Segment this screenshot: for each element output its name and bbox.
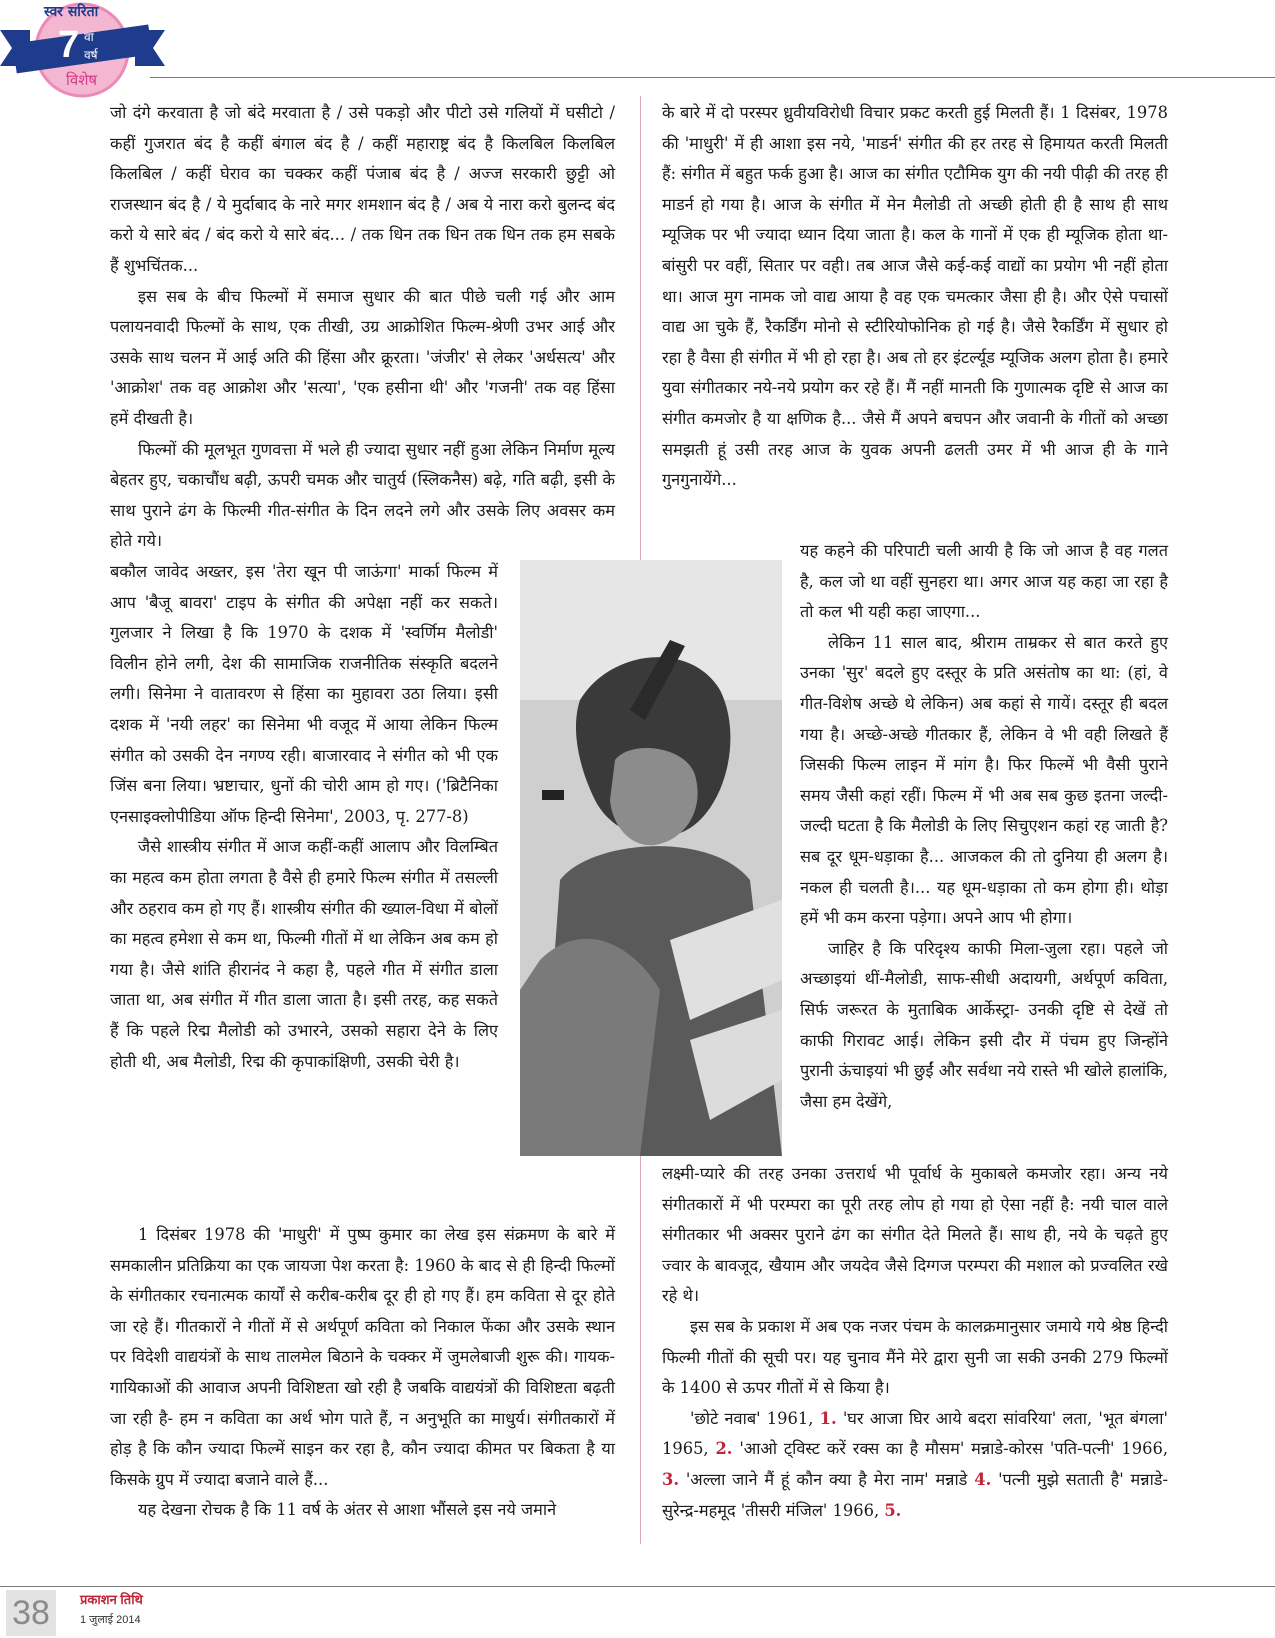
song-number: 4.	[974, 1469, 992, 1489]
paragraph-song-list-intro: इस सब के प्रकाश में अब एक नजर पंचम के कालक्रमानुसार जमाये गये श्रेष्ठ हिन्दी फिल्मी गीतों की सूची पर। यह चुनाव मैंने मेरे द्वारा सुनी जा सकी उनकी 279 फिल्मों के 1400 से ऊपर गीतों में से किया है।	[662, 1316, 1168, 1398]
anniversary-badge	[0, 0, 165, 100]
right-column-top	[662, 98, 1168, 496]
issue-date: 1 जुलाई 2014	[80, 1614, 141, 1626]
paragraph-madhuri-article: 1 दिसंबर 1978 की 'माधुरी' में पुष्प कुमार का लेख इस संक्रमण के बारे में समकालीन प्रतिक्रिया का एक जायजा पेश करता है: 1960 के बाद से ही हिन्दी फिल्मों के संगीतकार रचनात्मक कार्यों से करीब-करीब दूर ही हो गए हैं। हम कविता से दूर होते जा रहे हैं। गीतकारों ने गीतों में से अर्थपूर्ण कविता को निकाल फेंका और उसके स्थान पर विदेशी वाद्ययंत्रों के साथ तालमेल बिठाने के चक्कर में जुमलेबाजी शुरू की। गायक-गायिकाओं की आवाज अपनी विशिष्टता खो रही है जबकि वाद्ययंत्रों की विशिष्टता बढ़ती जा रही है- हम न कविता का अर्थ भोग पाते हैं, न अनुभूति का माधुर्य। संगीतकारों में होड़ है कि कौन ज्यादा फिल्में साइन कर रहा है, कौन ज्यादा कीमत पर बिकता है या किसके ग्रुप में ज्यादा बजाने वाले हैं...	[110, 1225, 615, 1489]
paragraph-laxmi-pyare: लक्ष्मी-प्यारे की तरह उनका उत्तरार्ध भी पूर्वार्ध के मुकाबले कमजोर रहा। अन्य नये संगीतकारों में भी परम्परा का पूरी तरह लोप हो गया हो ऐसा नहीं है: नयी चाल वाले संगीतकार भी अक्सर पुराने ढंग का संगीत देते मिलते हैं। साथ ही, नये के चढ़ते हुए ज्वार के बावजूद, खैयाम और जयदेव जैसे दिग्गज परम्परा की मशाल को प्रज्वलित रखे रहे थे।	[662, 1164, 1168, 1306]
page-number: 38	[6, 1590, 56, 1636]
paragraph-tamrakar: लेकिन 11 साल बाद, श्रीराम ताम्रकर से बात करते हुए उनका 'सुर' बदले हुए दस्तूर के प्रति असंतोष का था: (हां, वे गीत-विशेष अच्छे थे लेकिन) अब कहां से गायें। दस्तूर ही बदल गया है। अच्छे-अच्छे गीतकार हैं, लेकिन वे भी वही लिखते हैं जिसकी फिल्म लाइन में मांग है। फिर फिल्में भी वैसी पुराने समय जैसी कहां रहीं। फिल्म में भी अब सब कुछ इतना जल्दी-जल्दी घटता है कि मैलोडी के लिए सिचुएशन कहां रह जाती है? सब दूर धूम-धड़ाका है... आजकल की तो दुनिया ही अलग है। नकल ही चलती है।... यह धूम-धड़ाका तो कम होगा ही। थोड़ा हमें भी कम करना पड़ेगा। अपने आप भी होगा।	[800, 632, 1168, 928]
badge-title: स्वर सरिता	[44, 4, 99, 20]
song-list-text: 'घर आजा घिर आये बदरा सांवरिया' लता, 'भूत बंगला' 1965,	[662, 1408, 1168, 1459]
song-list	[662, 1404, 1168, 1526]
footer-rule	[0, 1586, 1275, 1587]
right-column-wrapped	[800, 536, 1168, 1117]
right-column-bottom	[662, 1159, 1168, 1526]
left-column-wrapped	[110, 557, 498, 1077]
header-rule	[150, 77, 1275, 78]
badge-label: विशेष	[66, 71, 98, 89]
song-list-text: 'छोटे नवाब' 1961,	[690, 1408, 820, 1428]
paragraph-asha-modern: के बारे में दो परस्पर ध्रुवीयविरोधी विचार प्रकट करती हुई मिलती हैं। 1 दिसंबर, 1978 की 'माधुरी' में ही आशा इस नये, 'माडर्न' संगीत की हर तरह से हिमायत करती मिलती हैं: संगीत में बहुत फर्क हुआ है। आज का संगीत एटौमिक युग की नयी पीढ़ी की तरह ही माडर्न हो गया है। आज के संगीत में मेन मैलोडी तो अच्छी होती ही है साथ ही साथ म्यूजिक पर भी ज्यादा ध्यान दिया जाता है। कल के गानों में एक ही म्यूजिक होता था-बांसुरी पर वहीं, सितार पर वही। तब आज जैसे कई-कई वाद्यों का प्रयोग भी नहीं होता था। आज मुग नामक जो वाद्य आया है वह एक चमत्कार जैसा ही है। और ऐसे पचासों वाद्य आ चुके हैं, रैकर्डिंग मोनो से स्टीरियोफोनिक हो गई है। जैसे रैकर्डिंग में सुधार हो रहा है वैसा ही संगीत में भी हो रहा है। अब तो हर इंटर्ल्यूड म्यूजिक अलग होता है। हमारे युवा संगीतकार नये-नये प्रयोग कर रहे हैं। मैं नहीं मानती कि गुणात्मक दृष्टि से आज का संगीत कमजोर है या क्षणिक है... जैसे मैं अपने बचपन और जवानी के गीतों को अच्छा समझती हूं उसी तरह आज के युवक अपनी ढलती उमर में भी आज ही के गाने गुनगुनायेंगे...	[662, 103, 1168, 490]
song-number: 3.	[662, 1469, 679, 1489]
paragraph-song-lyrics: जो दंगे करवाता है जो बंदे मरवाता है / उसे पकड़ो और पीटो उसे गलियों में घसीटो / कहीं गुजरात बंद है कहीं बंगाल बंद है / कहीं महाराष्ट्र बंद है किलबिल किलबिल किलबिल / कहीं घेराव का चक्कर कहीं पंजाब बंद है / अज्ज सरकारी छुट्टी ओ राजस्थान बंद है / ये मुर्दाबाद के नारे मगर शमशान बंद है / अब ये नारा करो बुलन्द बंद करो ये सारे बंद / बंद करो ये सारे बंद... / तक धिन तक धिन तक धिन तक हम सबके हैं शुभचिंतक...	[110, 103, 615, 275]
left-column-top	[110, 98, 615, 557]
badge-year-digit: 7	[58, 24, 80, 66]
song-list-text: 'आओ ट्विस्ट करें रक्स का है मौसम' मन्नाडे-कोरस 'पति-पत्नी' 1966,	[732, 1439, 1168, 1459]
song-list-text: 'पत्नी मुझे सताती है' मन्नाडे-सुरेन्द्र-महमूद 'तीसरी मंजिल' 1966,	[662, 1469, 1169, 1520]
paragraph-classical-music: जैसे शास्त्रीय संगीत में आज कहीं-कहीं आलाप और विलम्बित का महत्व कम होता लगता है वैसे ही हमारे फिल्म संगीत में तसल्ली और ठहराव कम हो गए हैं। शास्त्रीय संगीत की ख्याल-विधा में बोलों का महत्व हमेशा से कम था, फिल्मी गीतों में था लेकिन अब कम हो गया है। जैसे शांति हीरानंद ने कहा है, पहले गीत में संगीत डाला जाता था, अब संगीत में गीत डाला जाता है। इसी तरह, कह सकते हैं कि पहले रिद्म मैलोडी को उभारने, उसको सहारा देने के लिए होती थी, अब मैलोडी, रिद्म की कृपाकांक्षिणी, उसकी चेरी है।	[110, 837, 498, 1071]
paragraph-asha-intro: यह देखना रोचक है कि 11 वर्ष के अंतर से आशा भौंसले इस नये जमाने	[138, 1500, 557, 1520]
paragraph-tradition: यह कहने की परिपाटी चली आयी है कि जो आज है वह गलत है, कल जो था वहीं सुनहरा था। अगर आज यह कहा जा रहा है तो कल भी यही कहा जाएगा...	[800, 541, 1168, 622]
badge-suffix-bottom: वर्ष	[84, 48, 98, 62]
rd-burman-photo	[520, 560, 782, 1156]
left-column-bottom	[110, 1220, 615, 1526]
song-number: 5.	[884, 1500, 902, 1520]
song-number: 1.	[819, 1408, 837, 1428]
paragraph-mixed-scenario: जाहिर है कि परिदृश्य काफी मिला-जुला रहा। पहले जो अच्छाइयां थीं-मैलोडी, साफ-सीधी अदायगी, अर्थपूर्ण कविता, सिर्फ जरूरत के मुताबिक आर्केस्ट्रा- उनकी दृष्टि से देखें तो काफी गिरावट आई। लेकिन इसी दौर में पंचम हुए जिन्होंने पुरानी ऊंचाइयां भी छुईं और सर्वथा नये रास्ते भी खोले हालांकि, जैसा हम देखेंगे,	[800, 938, 1168, 1111]
paragraph-javed-akhtar: बकौल जावेद अख्तर, इस 'तेरा खून पी जाऊंगा' मार्का फिल्म में आप 'बैजू बावरा' टाइप के संगीत की अपेक्षा नहीं कर सकते। गुलजार ने लिखा है कि 1970 के दशक में 'स्वर्णिम मैलोडी' विलीन होने लगी, देश की सामाजिक राजनीतिक संस्कृति बदलने लगी। सिनेमा ने वातावरण से हिंसा का मुहावरा उठा लिया। इसी दशक में 'नयी लहर' का सिनेमा भी वजूद में आया लेकिन फिल्म संगीत को उसकी देन नगण्य रही। बाजारवाद ने संगीत को भी एक जिंस बना लिया। भ्रष्टाचार, धुनों की चोरी आम हो गए। ('ब्रिटैनिका एनसाइक्लोपीडिया ऑफ हिन्दी सिनेमा', 2003, पृ. 277-8)	[110, 562, 498, 826]
song-number: 2.	[715, 1439, 733, 1459]
paragraph-violence-films: इस सब के बीच फिल्मों में समाज सुधार की बात पीछे चली गई और आम पलायनवादी फिल्मों के साथ, एक तीखी, उग्र आक्रोशित फिल्म-श्रेणी उभर आई और उसके साथ चलन में आई अति की हिंसा और क्रूरता। 'जंजीर' से लेकर 'अर्धसत्य' और 'आक्रोश' तक वह आक्रोश और 'सत्या', 'एक हसीना थी' और 'गजनी' तक वह हिंसा हमें दीखती है।	[110, 286, 615, 428]
paragraph-production-values: फिल्मों की मूलभूत गुणवत्ता में भले ही ज्यादा सुधार नहीं हुआ लेकिन निर्माण मूल्य बेहतर हुए, चकाचौंध बढ़ी, ऊपरी चमक और चातुर्य (स्लिकनैस) बढ़े, गति बढ़ी, इसी के साथ पुराने ढंग के फिल्मी गीत-संगीत के दिन लदने लगे और उसके लिए अवसर कम होते गये।	[110, 439, 615, 551]
badge-suffix-top: वां	[84, 30, 94, 44]
magazine-name: प्रकाशन तिथि	[80, 1592, 143, 1607]
song-list-text: 'अल्ला जाने मैं हूं कौन क्या है मेरा नाम' मन्नाडे	[679, 1469, 975, 1489]
